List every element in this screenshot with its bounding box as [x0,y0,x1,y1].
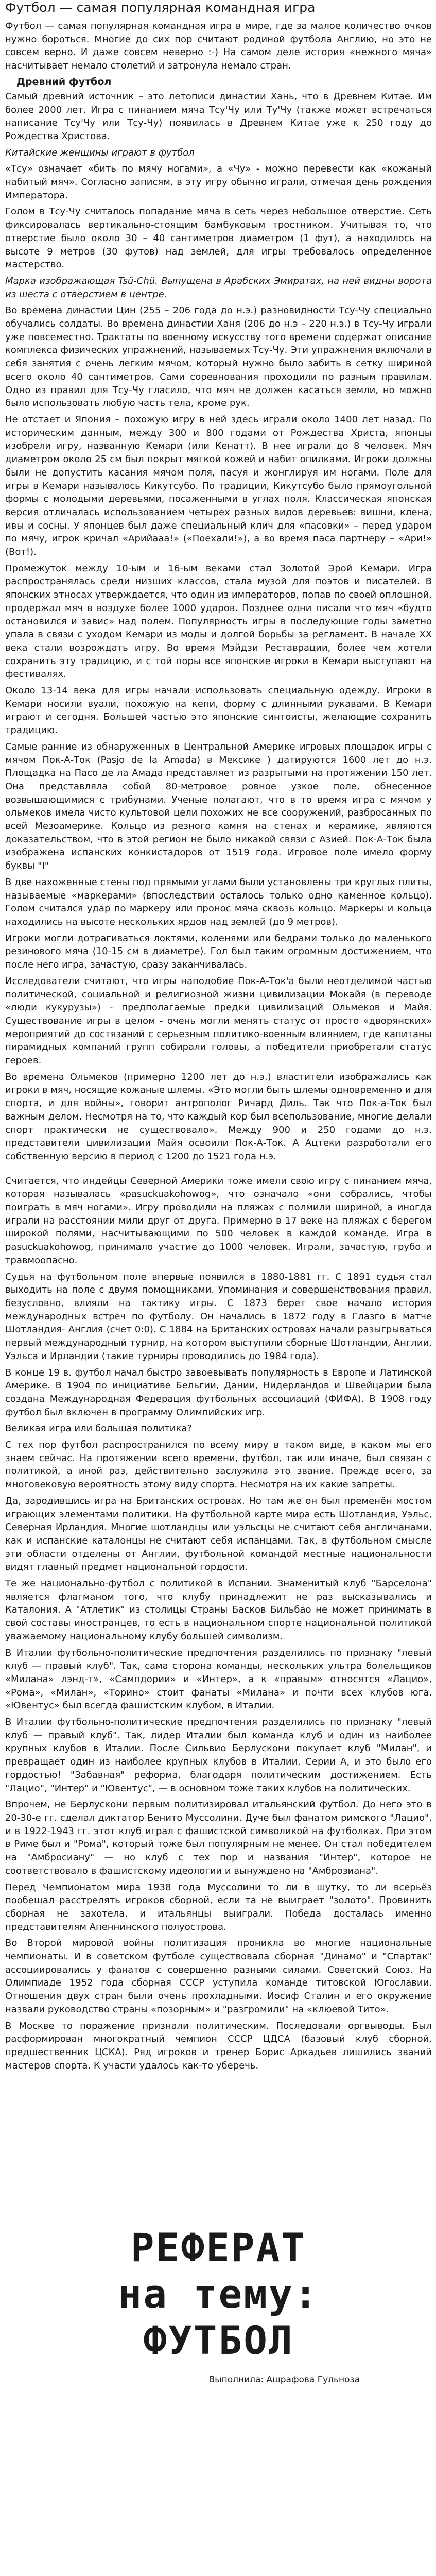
paragraph: В Италии футбольно-политические предпочтения разделились по признаку "левый клуб — правый клуб". Так, лидер Италии был команда клуб и один из наиболее крупных клубов в Италии. После Сильвио Берлускони покупает клуб "Милан", и превращает один из наиболее крупных клубов в Италии, Серии А, и это было его гордостью! "Забавная" реформа, благодаря политическим достижением. Есть "Лацио", "Интер" и "Ювентус", — в основном тоже таких клубов на политических. [5,1717,432,1794]
paragraph: Да, зародившись игра на Британских островах. Но там же он был пременён мостом играющих элементами политики. На футбольной карте мира есть Шотландия, Уэльс, Северная Ирландия. Многие шотландцы или уэльсцы не считают себя англичанами, как и испанские каталонцы не считают себя испанцами. Так, в футбольном смысле эти области отделены от Англии, футбольной командой местные национальности видят главный предмет национальной гордости. [5,1495,432,1573]
spacer [5,1166,432,1175]
paragraph: Впрочем, не Берлускони первым политизировал итальянский футбол. До него это в 20-30-е гг. сделал диктатор Бенито Муссолини. Дуче был фанатом римского "Лацио", и в 1922-1943 гг. этот клуб играл с фашистской символикой на футболках. При этом в Риме был и "Рома", который тоже был популярным не менее. Он стал победителем на "Амбросиану" — но клуб с тех пор и названия "Интер", которое не соответствовало в фашистскому идеологии и вынуждено на "Амброзиана". [5,1799,432,1876]
paragraph: С тех пор футбол распространился по всему миру в таком виде, в каком мы его знаем сейчас. На протяжении всего времени, футбол, так или иначе, был связан с политикой, а иной раз, действительно заслужила это звание. Прежде всего, за многовековую вероятность этому виду спорта. Несмотря на их какие запреты. [5,1439,432,1490]
cover-topic: ФУТБОЛ [143,2317,294,2364]
cover-topic-label: на тему: [118,2271,319,2317]
image-caption: Китайские женщины играют в футбол [5,147,195,158]
paragraph: Перед Чемпионатом мира 1938 года Муссолини то ли в шутку, то ли всерьёз пообещал расстрелять игроков сборной, если та не выиграет "золото". Провинить сборная не захотела, и итальянцы выиграли. Победа досталась именно представителям Апеннинского полуострова. [5,1882,432,1933]
paragraph: Самые ранние из обнаруженных в Центральной Америке игровых площадок игры с мячом Пок-А-Ток (Pasjo de la Amada) в Мексике ) датируются 1600 лет до н.э. Площадка на Пасо де ла Амада представляет из разрытыми на протяжении 150 лет. Она представляла собой 80-метровое ровное узкое поле, обнесенное возвышающимися с трибунами. Ученые полагают, что в то время игра с мячом у ольмеков имела чисто культовой цели похожих не все сооружений, разбросанных по всей Мезоамерике. Кольцо из резного камня на стенах и керамике, являются доказательством, что в этой регион не было никакой связи с Азией. Пок-А-Ток была изображена испанских конкистадоров от 1519 года. Игровое поле имело форму буквы "I" [5,741,432,872]
paragraph: Во времена династии Цин (255 – 206 года до н.э.) разновидности Тсу-Чу специально обучались солдаты. Во времена династии Ханя (206 до н.э – 220 н.э.) в Тсу-Чу играли уже повсеместно. Трактаты по военному искусству того времени содержат описание комплекса физических упражнений, называемых Тсу-Чу. Эти упражнения включали в себя занятия с очень легким мячом, который нужно было забить в сетку шириной всего около 40 сантиметров. Сами соревнования проходили по разным правилам. Одно из правил для Тсу-Чу гласило, что мяч не должен касаться земли, но можно было использовать любую часть тела, кроме рук. [5,305,432,409]
image-caption: Марка изображающая Tsü-Chü. Выпущена в Арабских Эмиратах, на ней видны ворота из шеста с отверстием в центре. [5,275,432,300]
paragraph: Самый древний источник – это летописи династии Хань, что в Древнем Китае. Им более 2000 лет. Игра с пинанием мяча Тсу'Чу или Ту'Чу (также может встречаться написание Тсу'Чу или Тсу-Чу) появилась в Древнем Китае уже к 250 году до Рождества Христова. [5,91,432,142]
page-title: Футбол — самая популярная командная игра [5,0,316,15]
paragraph: Футбол — самая популярная командная игра в мире, где за малое количество очков нужно бороться. Многие до сих пор считают родиной футбола Англию, но это не совсем верно. И даже совсем неверно :-) На самом деле история «нежного мяча» насчитывает немало столетий и затронула немало стран. [5,21,432,72]
paragraph: Судья на футбольном поле впервые появился в 1880-1881 гг. С 1891 судья стал выходить на поле с двумя помощниками. Упоминания и совершенствования правил, безусловно, влияли на тактику игры. С 1873 берет свое начало история международных встреч по футболу. Он начались в 1872 году в Глазго в матче Шотландия- Англия (счет 0:0). С 1884 на Британских островах начали разыгрываться первый международный турнир, на котором выступили сборные Шотландии, Англии, Уэльса и Ирландии (такие турниры проводились до 1984 года). [5,1271,432,1362]
cover-author: Выполнила: Ашрафова Гульноза [208,2375,360,2385]
paragraph: В Москве то поражение признали политическим. Последовали оргвыводы. Был расформирован многократный чемпион СССР ЦДСА (базовый клуб сборной, предшественник ЦСКА). Ряд игроков и тренер Борис Аркадьев лишились званий мастеров спорта. К участи удалось как-то уберечь. [5,2020,432,2071]
paragraph: Игроки могли дотрагиваться локтями, коленями или бедрами только до маленького резинового мяча (10-15 см в диаметре). Гол был таким огромным достижением, что после него игра, зачастую, сразу заканчивалась. [5,933,432,971]
cover-block [5,2225,432,2385]
paragraph: Промежуток между 10-ым и 16-ым веками стал Золотой Эрой Кемари. Игра распространялась среди низших классов, стала музой для поэтов и писателей. В японских этносах утверждается, что один из императоров, попав по своей оплошной, продержал мяч в воздухе более 1000 ударов. Позднее одни писали что мяч «будто остановился и завис» над полем. Популярность игры в последующие годы заметно упала в связи с уходом Кемари из моды и долгой борьбы за регламент. В начале XX века стали возрождать игру. Во время Мэйдзи Реставрации, более чем хотели сохранить эту традицию, и с той поры все японские игроки в Кемари выступают на фестивалях. [5,563,432,680]
paragraph: В две нахоженные стены под прямыми углами были установлены три круглых плиты, называемые «маркерами» (впоследствии осталось только одно каменное кольцо). Голом считался удар по маркеру или пронос мяча сквозь кольцо. Маркеры и кольца находились на высоте нескольких ярдов над землей (до 9 метров). [5,876,432,927]
section-heading: Древний футбол [16,76,112,88]
paragraph: Во времена Ольмеков (примерно 1200 лет до н.э.) властители изображались как игроки в мяч, носящие кожаные шлемы. «Это могли быть шлемы одновременно и для спорта, и для войны», говорит антрополог Ричард Диль. Так что Пок-а-Ток был важным делом. Несмотря на то, что каждый кор был всепользование, многие делали спорт практически не существовало». Между 900 и 250 годами до н.э. представители цивилизации Майя освоили Пок-А-Ток. А Ацтеки разработали его собственную версию в период с 1200 до 1521 года н.э. [5,1071,432,1162]
paragraph: Во Второй мировой войны политизация проникла во многие национальные чемпионаты. И в советском футболе существовала сборная "Динамо" и "Спартак" ассоциировались у фанатов с совершенно разными силами. Советский Союз. На Олимпиаде 1952 года сборная СССР уступила команде титовской Югославии. Отношения двух стран были очень прохладными. Иосиф Сталин и его окружение назвали руководство страны «позорным» и "разгромили" на «клюевой Тито». [5,1938,432,2015]
cover-title: РЕФЕРАТ [130,2225,307,2271]
document-body [5,20,432,2225]
paragraph: Не отстает и Япония – похожую игру в ней здесь играли около 1400 лет назад. По историческим данным, между 300 и 800 годами от Рождества Христа, японцы изобрели игру, названную Кемари (или Кенатт). В нее играли до 8 человек. Мяч диаметром около 25 см был покрыт мягкой кожей и набит опилками. Игроки должны были не допустить касания мячом поля, пасуя и жонглируя им ногами. Поле для игры в Кемари называлось Кикутсубо. По традиции, Кикутсубо было прямоугольной формы с молодыми деревьями, посаженными в углах поля. Классическая японская версия отличалась использованием четырех разных видов деревьев: вишни, клена, ивы и сосны. У японцев был даже специальный клич для «пасовки» – перед ударом по мячу, игрок кричал «Арийааа!» («Поехали!»), а во время паса партнеру – «Ари!» (Вот!). [5,414,432,558]
paragraph: Около 13-14 века для игры начали использовать специальную одежду. Игроки в Кемари носили вуали, похожую на кепи, форму с длинными рукавами. В Кемари играют и сегодня. Большей частью это японские синтоисты, желающие сохранить традицию. [5,685,432,736]
paragraph: Те же национально-футбол с политикой в Испании. Знаменитый клуб "Барселона" является флагманом того, что клубу принадлежит не раз высказывались и Каталония. А "Атлетик" из столицы Страны Басков Бильбао не может принимать в свой составы иностранцев, то есть в национальном спорте национальной политикой уважаемому национальному клубу большей символизм. [5,1578,432,1642]
paragraph: Считается, что индейцы Северной Америки тоже имели свою игру с пинанием мяча, которая называлась «pasuckuakohowog», что означало «они собрались, чтобы поиграть в мяч ногами». Игру проводили на пляжах с полмили шириной, а иногда играли на расстоянии мили друг от друга. Примерно в 17 веке на пляжах с берегом широкой полями, насчитывающими по 500 человек в каждой команде. Игра в pasuckuakohowog, принимало участие до 1000 человек. Играли, зачастую, грубо и травмоопасно. [5,1175,432,1266]
paragraph: В Италии футбольно-политические предпочтения разделились по признаку "левый клуб — правый клуб". Так, сама сторона команды, нескольких ультра болельщиков «Милана» лэнд-т», «Сампдории» и «Интер», а к «правым» относятся «Лацио», «Рома», «Милан», «Торино» стоит фанаты «Милана» и почти всех клубов юга. «Ювентус» был всегда фашистским клубом, в Италии. [5,1647,432,1711]
paragraph: «Тсу» означает «бить по мячу ногами», а «Чу» - можно перевести как «кожаный набитый мяч». Согласно записям, в эту игру обычно играли, отмечая день рождения Императора. [5,163,432,201]
spacer [5,2075,432,2225]
paragraph: Великая игра или большая политика? [5,1423,192,1434]
paragraph: Голом в Тсу-Чу считалось попадание мяча в сеть через небольшое отверстие. Сеть фиксировалась вертикально-стоящим бамбуковым тростником. Учитывая то, что отверстие было около 30 – 40 сантиметров диаметром (1 фут), а находилось на высоте 9 метров (30 футов) над землей, для игры требовалось определенное мастерство. [5,206,432,270]
paragraph: Исследователи считают, что игры наподобие Пок-А-Ток'а были неотделимой частью политической, социальной и религиозной жизни цивилизации Мокайя (в переводе «люди кукурузы») - предполагаемые предки цивилизаций Ольмеков и Майя. Существование игры в целом - очень могли менять статус от просто «дворянских» мероприятий до состязаний с серьезным политико-военным влиянием, где капитаны пирамидных компаний групп собирали головы, а победители приобретали статус героев. [5,975,432,1066]
paragraph: В конце 19 в. футбол начал быстро завоевывать популярность в Европе и Латинской Америке. В 1904 по инициативе Бельгии, Дании, Нидерландов и Швейцарии была создана Международная Федерация футбольных ассоциаций (ФИФА). В 1908 году футбол был включен в программу Олимпийских игр. [5,1367,432,1418]
